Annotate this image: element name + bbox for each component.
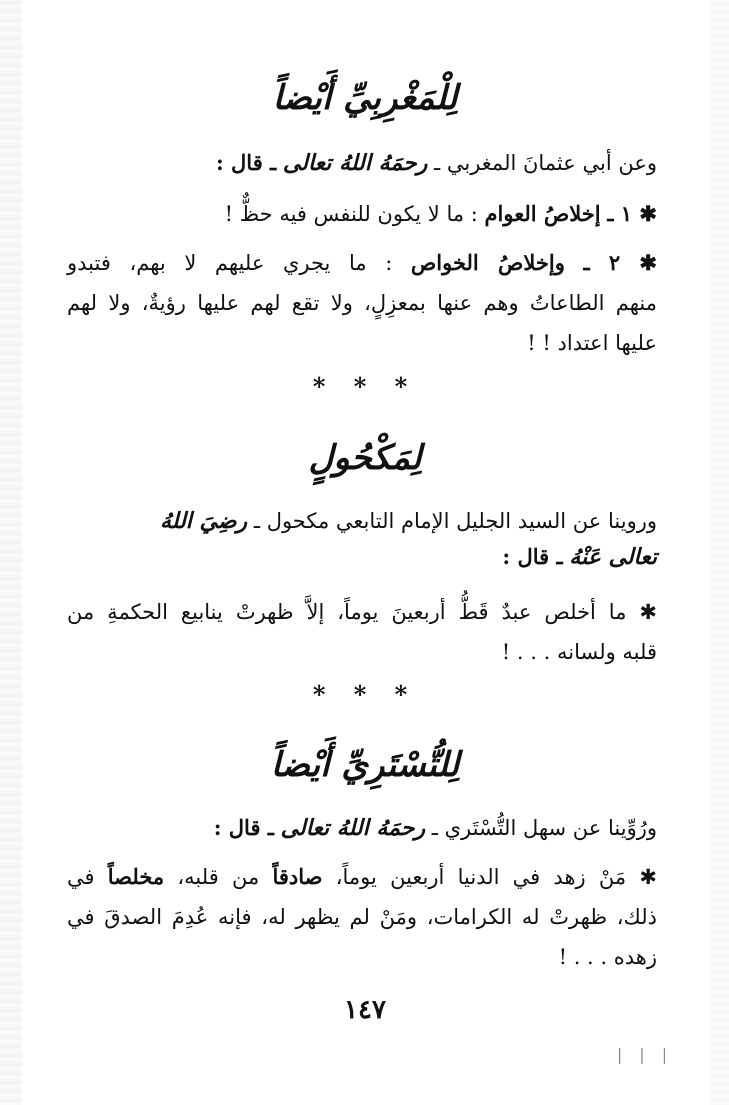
honorific-start: رضِيَ اللهُ — [159, 508, 248, 534]
item-2-line-1 — [67, 248, 657, 278]
intro-line-maghribi — [67, 148, 657, 178]
section-heading-makhul: لِمَكْحُولٍ — [308, 438, 422, 478]
scan-edge-right — [711, 0, 729, 1105]
intro-text: وعن أبي عثمانَ المغربي ـ — [434, 151, 657, 175]
said-label: ـ قال : — [502, 544, 563, 569]
text-bold-1: صادقاً — [272, 864, 323, 889]
tustari-text-line-3: زهده . . . ! — [558, 945, 657, 969]
section-separator: * * * — [312, 372, 418, 401]
section-heading-tustari: لِلتُّسْتَرِيِّ أَيْضاً — [270, 745, 460, 785]
item-2-term: وإخلاصُ الخواص — [410, 250, 565, 275]
page-number: ١٤٧ — [344, 995, 386, 1025]
section-heading-maghribi: لِلْمَغْرِبِيِّ أَيْضاً — [272, 78, 458, 118]
tustari-text-line-2: ذلك، ظهرتْ له الكرامات، ومَنْ لم يظهر له، فإنه عُدِمَ الصدقَ في — [67, 905, 657, 929]
text-part-1: ✱ مَنْ زهد في الدنيا أربعين يوماً، — [335, 865, 657, 889]
item-2-line-2: منهم الطاعاتُ وهم عنها بمعزِلٍ، ولا تقع لهم عليها رؤيةٌ، ولا لهم — [67, 291, 657, 315]
text-bold-2: مخلصاً — [107, 864, 165, 889]
item-1-marker: ✱ ١ ـ — [607, 201, 657, 226]
honorific: رحمَهُ اللهُ تعالى — [280, 815, 426, 841]
honorific: رحمَهُ اللهُ تعالى — [282, 150, 428, 176]
item-2-line-3: عليها اعتداد ! ! — [527, 331, 657, 355]
binding-mark: | | | — [616, 1045, 674, 1064]
section-separator: * * * — [312, 680, 418, 709]
intro-text: وروينا عن السيد الجليل الإمام التابعي مكحول ـ — [253, 509, 657, 533]
item-1-text: : ما لا يكون للنفس فيه حظٌّ ! — [224, 202, 478, 226]
item-1-term: إخلاصُ العوام — [484, 201, 601, 226]
text-part-2: من قلبه، — [177, 865, 260, 889]
intro-line-makhul-2 — [67, 542, 657, 572]
item-2-marker: ✱ ٢ ـ — [583, 250, 657, 275]
intro-text: ورُوِّينا عن سهل التُّسْتَري ـ — [431, 816, 657, 840]
scan-edge-left — [0, 0, 22, 1105]
item-2-text: : ما يجري عليهم لا بهم، فتبدو — [67, 251, 393, 275]
makhul-text-line-1: ✱ ما أخلص عبدٌ قَطُّ أربعينَ يوماً، إلاَّ ظهرتْ ينابيع الحكمةِ من — [67, 600, 657, 624]
item-1-line — [67, 199, 657, 229]
makhul-text-line-2: قلبه ولسانه . . . ! — [501, 640, 657, 664]
intro-line-tustari — [67, 813, 657, 843]
tustari-text-line-1 — [67, 862, 657, 892]
honorific-end: تعالى عَنْهُ — [569, 544, 657, 570]
text-part-3: في — [67, 865, 95, 889]
said-label: ـ قال : — [213, 815, 274, 840]
said-label: ـ قال : — [215, 150, 277, 175]
intro-line-makhul-1 — [67, 506, 657, 536]
